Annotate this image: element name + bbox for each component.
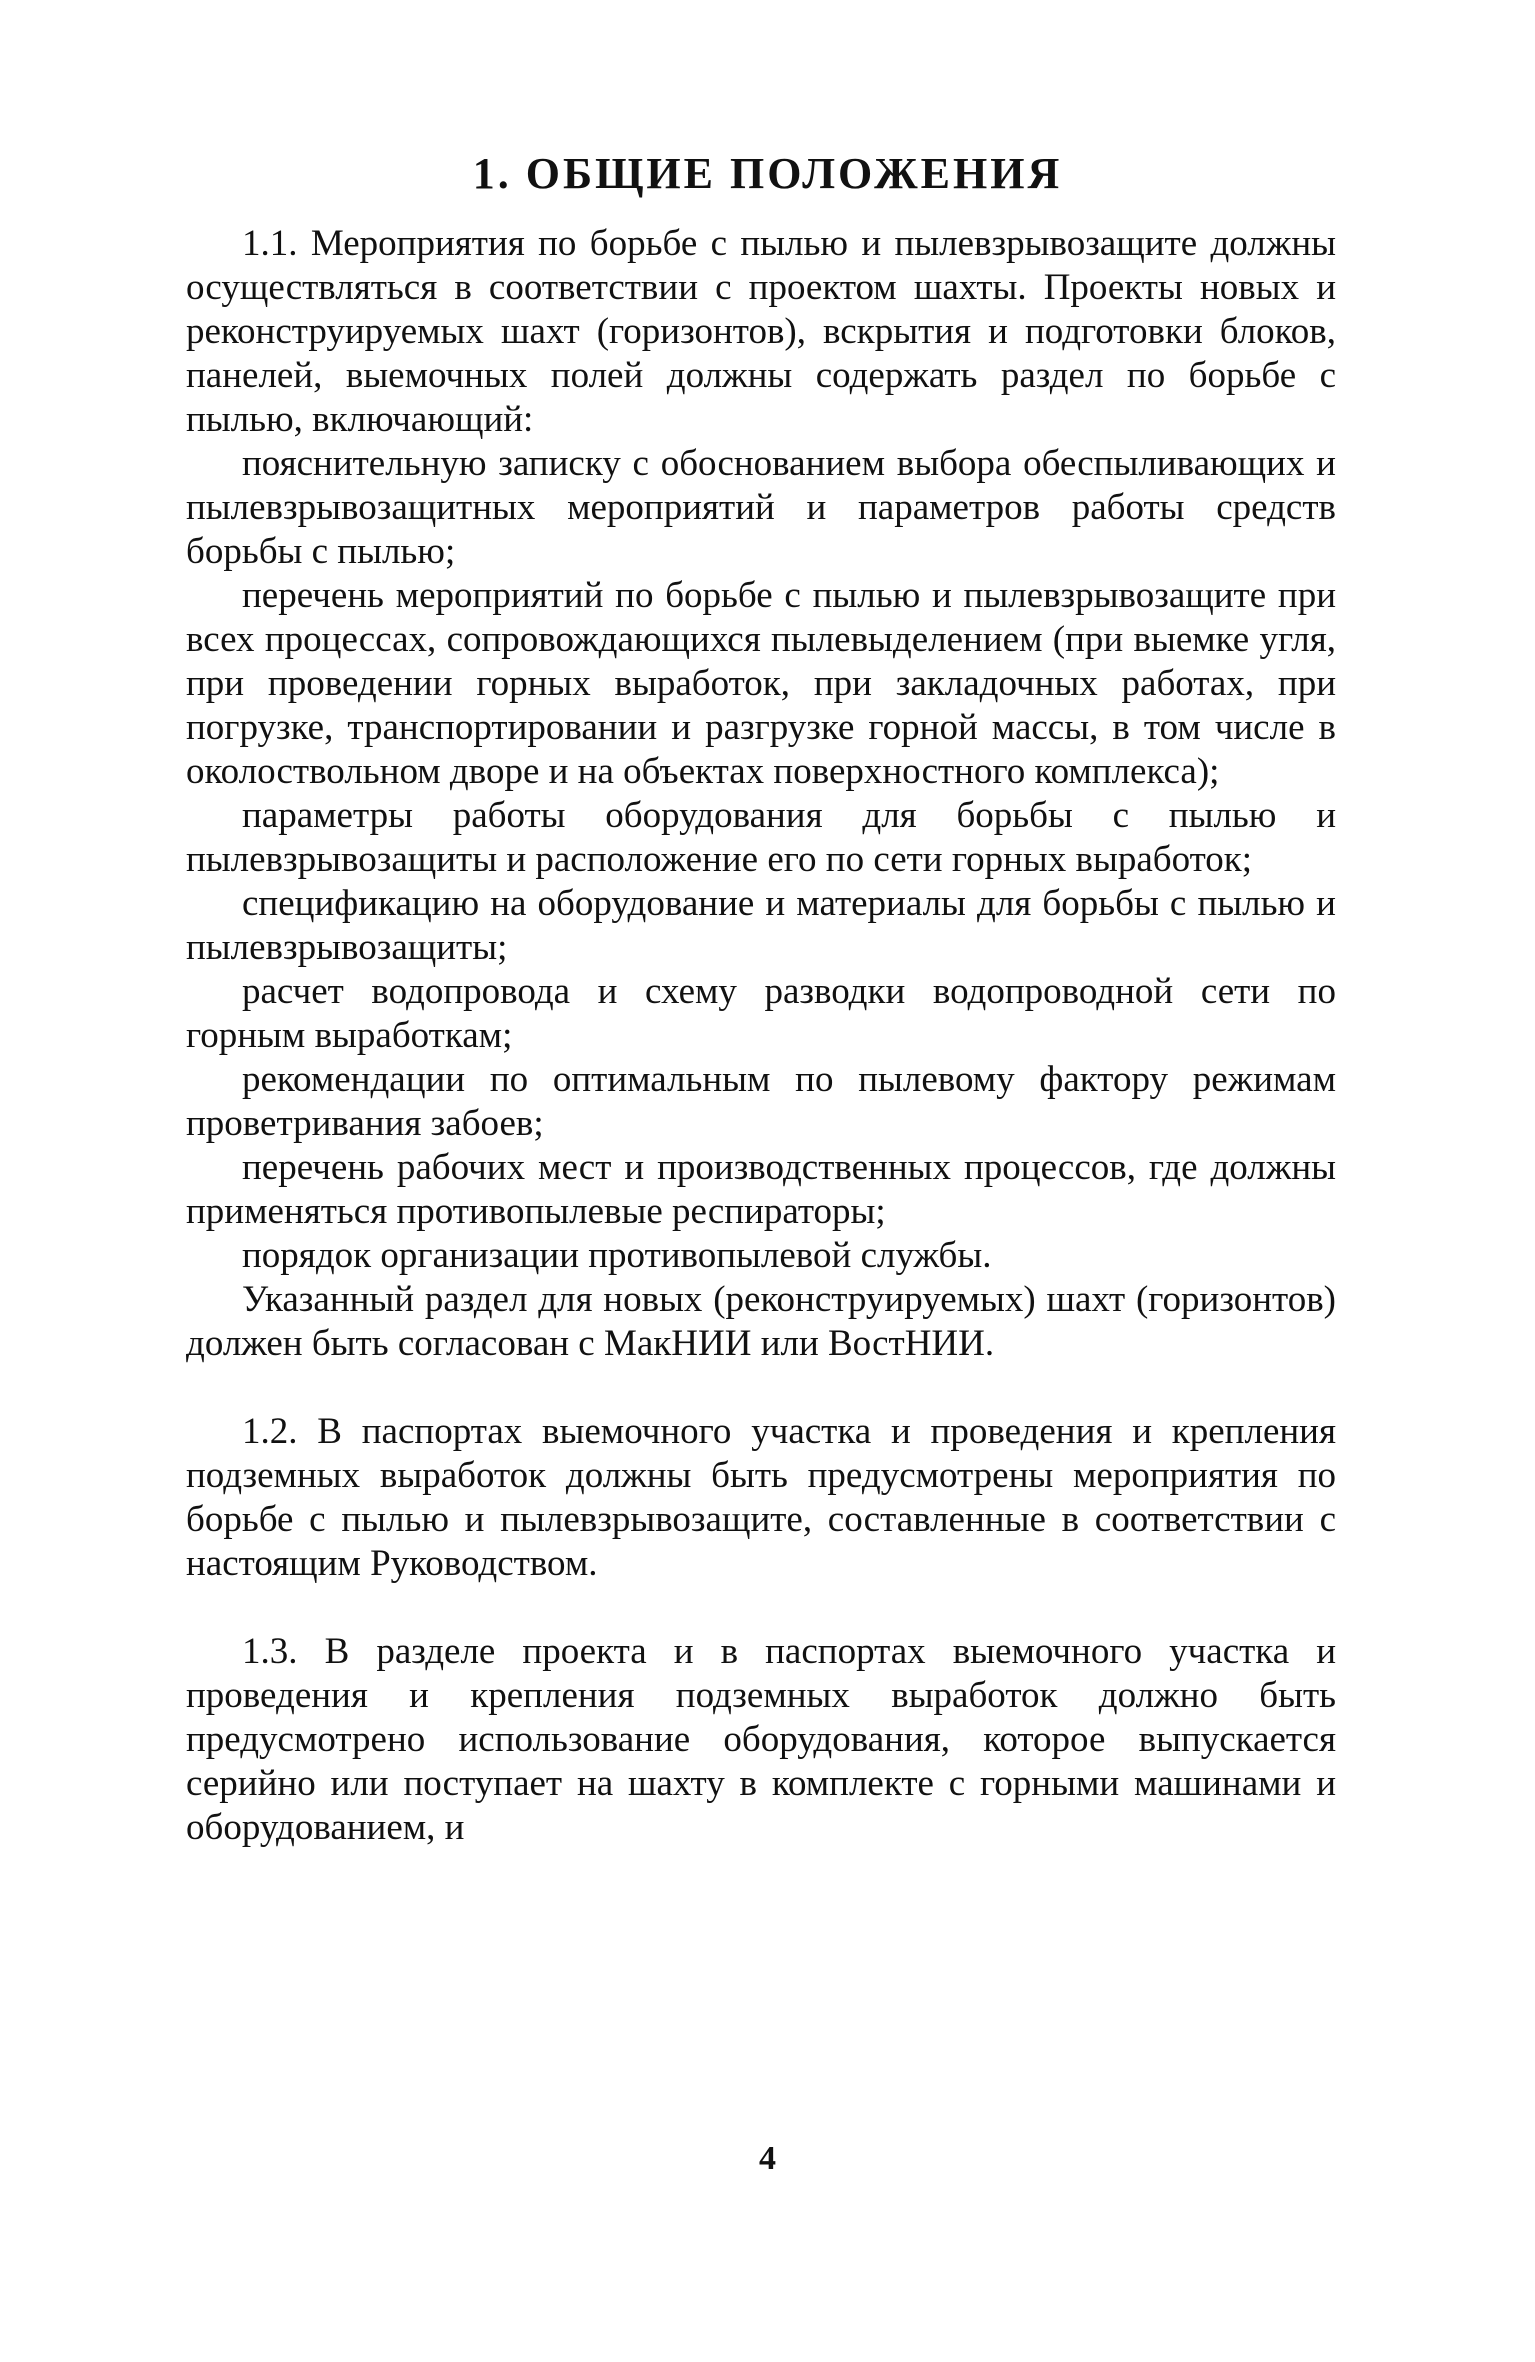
list-item-dust-service: порядок организации противопылевой службы. [242,1235,992,1276]
list-item-measures-list: перечень мероприятий по борьбе с пылью и пылевзрывозащите при всех процессах, сопровождающихся пылевыделением (при выемке угля, при проведении горных выработок, при закладочных работах, при погрузке, транспортировании и разгрузке горной массы, в том числе в околоствольном дворе и на объектах поверхностного комплекса); [186,575,1336,792]
list-item-ventilation: рекомендации по оптимальным по пылевому фактору режимам проветривания забоев; [186,1059,1336,1144]
list-item-water-supply: расчет водопровода и схему разводки водопроводной сети по горным выработкам; [186,971,1336,1056]
body-text [186,222,1336,1850]
list-item-respirators: перечень рабочих мест и производственных процессов, где должны применяться противопылевые респираторы; [186,1147,1336,1232]
section-heading: 1. ОБЩИЕ ПОЛОЖЕНИЯ [472,149,1063,198]
paragraph-1-2: 1.2. В паспортах выемочного участка и проведения и крепления подземных выработок должны быть предусмотрены мероприятия по борьбе с пылью и пылевзрывозащите, составленные в соответствии с настоящим Руководством. [186,1411,1336,1584]
paragraph-1-3: 1.3. В разделе проекта и в паспортах выемочного участка и проведения и крепления подземных выработок должно быть предусмотрено использование оборудования, которое выпускается серийно или поступает на шахту в комплекте с горными машинами и оборудованием, и [186,1631,1336,1848]
paragraph-approval: Указанный раздел для новых (реконструируемых) шахт (горизонтов) должен быть согласован с МакНИИ или ВостНИИ. [186,1279,1336,1364]
list-item-specification: спецификацию на оборудование и материалы для борьбы с пылью и пылевзрывозащиты; [186,883,1336,968]
list-item-explanatory-note: пояснительную записку с обоснованием выбора обеспыливающих и пылевзрывозащитных мероприятий и параметров работы средств борьбы с пылью; [186,443,1336,572]
paragraph-1-1: 1.1. Мероприятия по борьбе с пылью и пылевзрывозащите должны осуществляться в соответствии с проектом шахты. Проекты новых и реконструируемых шахт (горизонтов), вскрытия и подготовки блоков, панелей, выемочных полей должны содержать раздел по борьбе с пылью, включающий: [186,223,1336,440]
page-number: 4 [759,2140,776,2177]
list-item-equipment-parameters: параметры работы оборудования для борьбы с пылью и пылевзрывозащиты и расположение его по сети горных выработок; [186,795,1336,880]
